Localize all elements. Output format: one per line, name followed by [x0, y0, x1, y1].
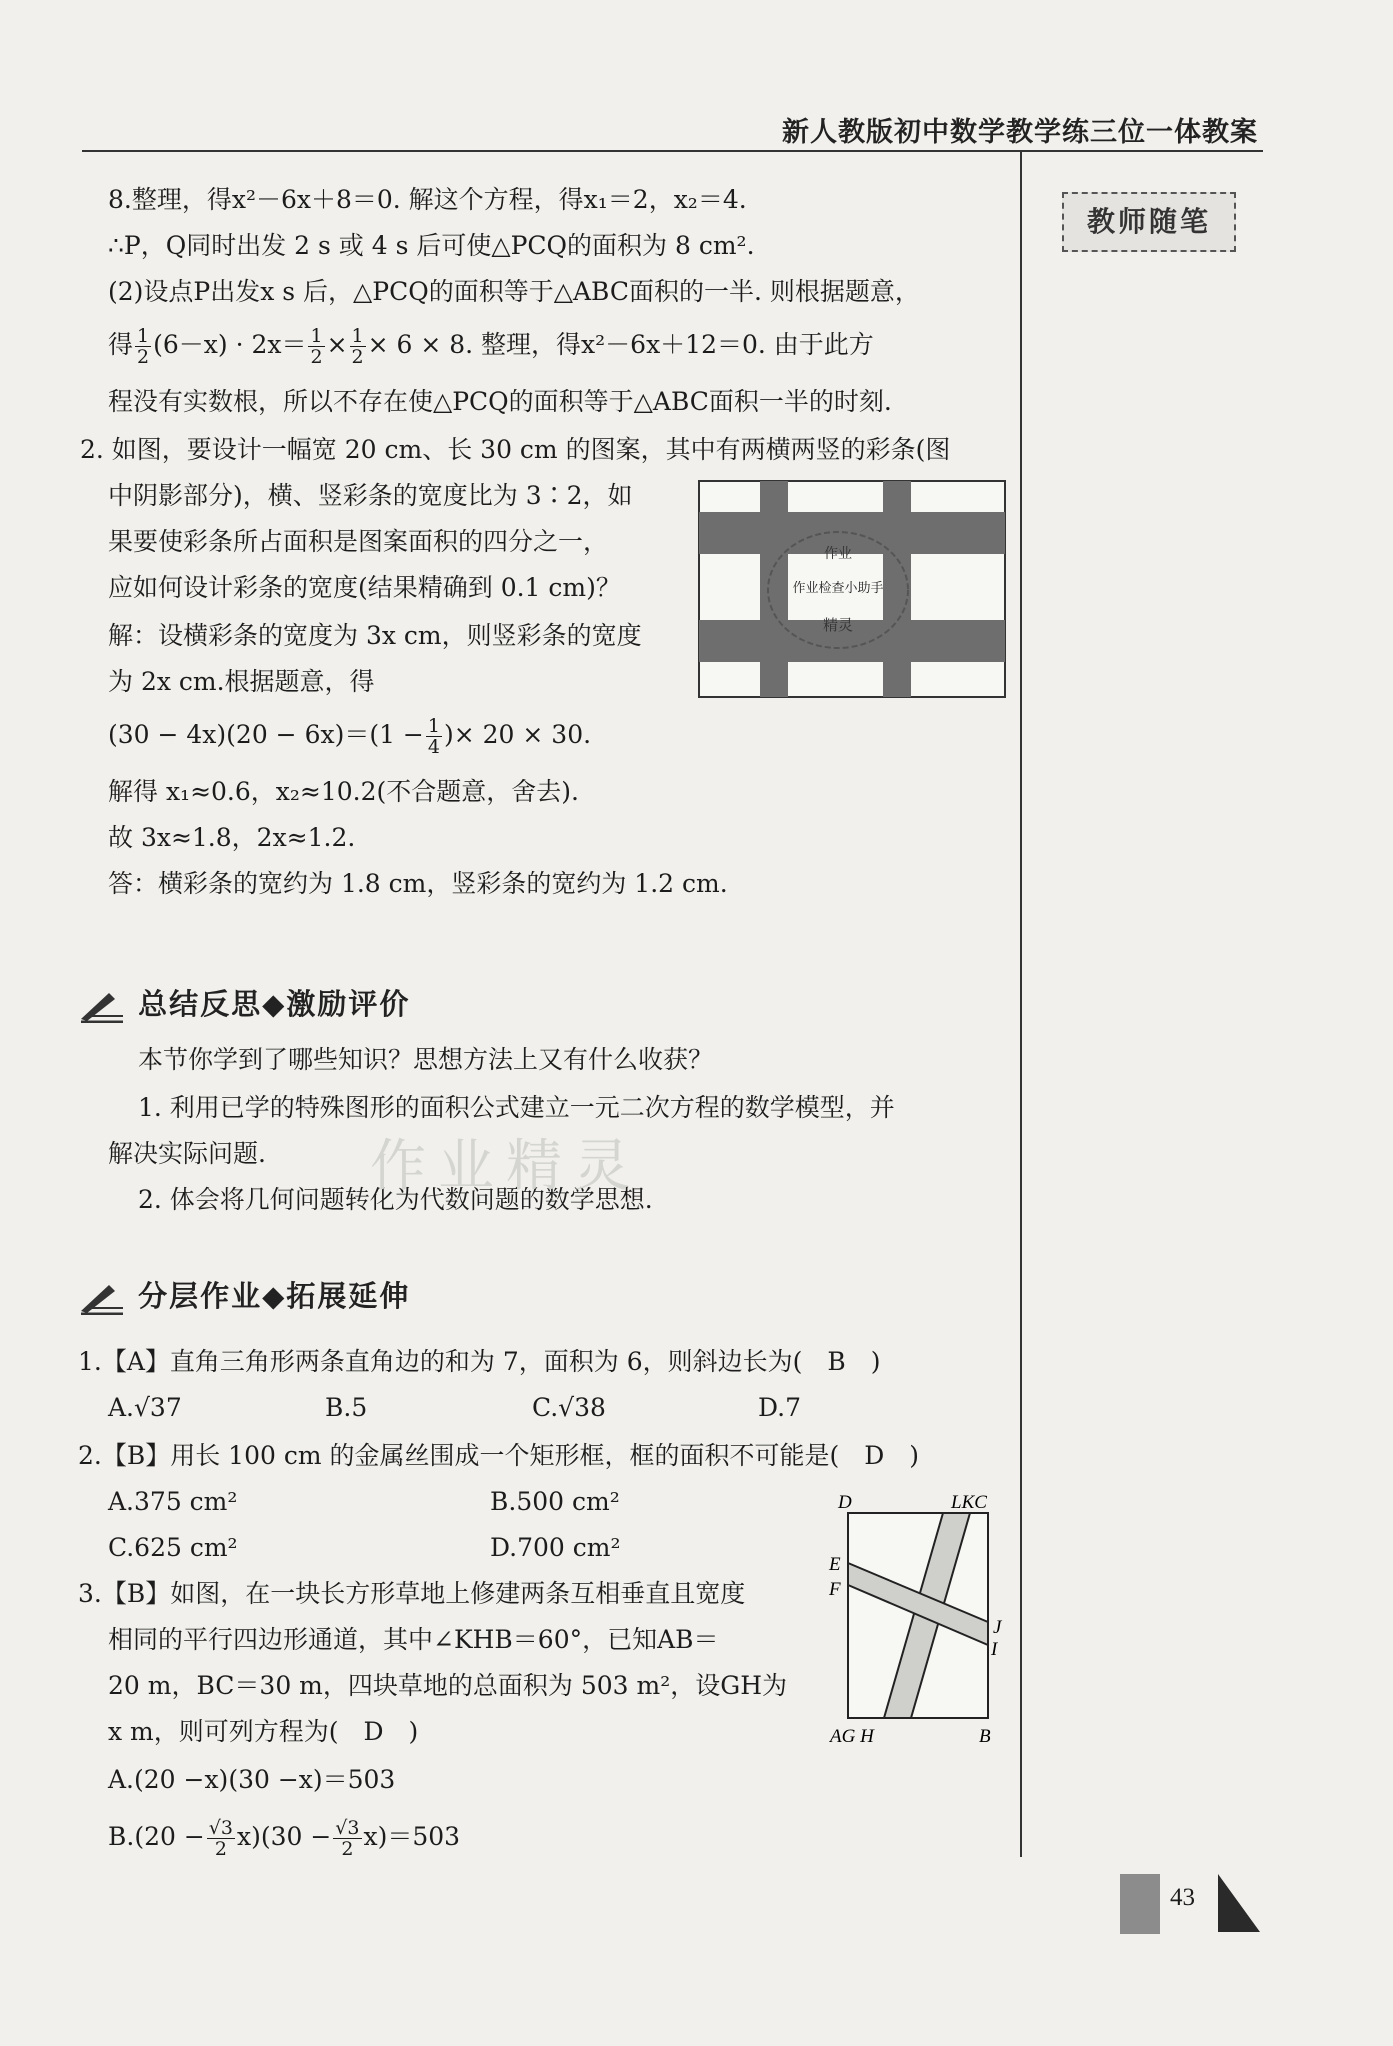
- text-run: ×: [326, 330, 348, 359]
- solution-line: 8.整理，得x²－6x＋8＝0. 解这个方程，得x₁＝2，x₂＝4.: [108, 185, 747, 214]
- question-3-line: 3.【B】如图，在一块长方形草地上修建两条互相垂直且宽度: [78, 1579, 746, 1608]
- choice-d: D.700 cm²: [490, 1533, 621, 1562]
- fraction-one-half: [135, 326, 151, 367]
- problem-2-line: 故 3x≈1.8，2x≈1.2.: [108, 823, 356, 852]
- page-corner-triangle: [1218, 1874, 1260, 1934]
- label-F: F: [829, 1579, 841, 1600]
- text-run: x)＝503: [363, 1822, 461, 1851]
- stamp-text: 作业: [824, 546, 852, 562]
- text-run: (6－x) · 2x＝: [153, 330, 307, 359]
- question-2: 2.【B】用长 100 cm 的金属丝围成一个矩形框，框的面积不可能是( D ): [78, 1441, 920, 1470]
- numerator: 1: [137, 325, 150, 347]
- page-number: 43: [1170, 1884, 1195, 1911]
- summary-point: 1. 利用已学的特殊图形的面积公式建立一元二次方程的数学模型，并: [138, 1093, 895, 1122]
- margin-divider: [1020, 152, 1022, 1857]
- choice-d: D.7: [758, 1393, 802, 1422]
- problem-2-line: 中阴影部分)，横、竖彩条的宽度比为 3∶2，如: [108, 481, 633, 510]
- problem-2-line: 2. 如图，要设计一幅宽 20 cm、长 30 cm 的图案，其中有两横两竖的彩条(图: [80, 435, 951, 464]
- problem-2-line: 为 2x cm.根据题意，得: [108, 667, 375, 696]
- teacher-notes-label: 教师随笔: [1062, 192, 1236, 252]
- question-3-line: x m，则可列方程为( D ): [108, 1717, 419, 1746]
- fraction-sqrt3-over-2: [207, 1818, 235, 1859]
- denominator: 2: [341, 1838, 354, 1860]
- problem-2-line: 答：横彩条的宽约为 1.8 cm，竖彩条的宽约为 1.2 cm.: [108, 869, 728, 898]
- choice-b: B.500 cm²: [490, 1487, 620, 1516]
- summary-point: 2. 体会将几何问题转化为代数问题的数学思想.: [138, 1185, 653, 1214]
- denominator: 2: [310, 346, 323, 368]
- solution-line: (2)设点P出发x s 后，△PCQ的面积等于△ABC面积的一半. 则根据题意，: [108, 277, 920, 306]
- watermark: 作业精灵: [370, 1134, 642, 1199]
- summary-point: 解决实际问题.: [108, 1139, 266, 1168]
- choice-a: A.(20 −x)(30 −x)＝503: [108, 1765, 396, 1794]
- choice-b: B.5: [325, 1393, 368, 1422]
- text-run: × 6 × 8. 整理，得x²－6x＋12＝0. 由于此方: [367, 330, 874, 359]
- homework-heading: [78, 1274, 410, 1315]
- heading-text: 分层作业◆拓展延伸: [138, 1279, 411, 1313]
- fraction-one-half: [350, 326, 366, 367]
- text-run: x)(30 −: [236, 1822, 332, 1851]
- solution-line: 程没有实数根，所以不存在使△PCQ的面积等于△ABC面积一半的时刻.: [108, 387, 892, 416]
- text-run: (30 − 4x)(20 − 6x)＝(1 −: [108, 720, 424, 749]
- question-3-line: 相同的平行四边形通道，其中∠KHB＝60°，已知AB＝: [108, 1625, 719, 1654]
- solution-line: ∴P，Q同时出发 2 s 或 4 s 后可使△PCQ的面积为 8 cm².: [108, 231, 755, 260]
- problem-2-line: 解：设横彩条的宽度为 3x cm，则竖彩条的宽度: [108, 621, 642, 650]
- denominator: 2: [214, 1838, 227, 1860]
- stripe-pattern-figure: [698, 480, 1008, 700]
- problem-2-line: 果要使彩条所占面积是图案面积的四分之一，: [108, 527, 609, 556]
- denominator: 2: [351, 346, 364, 368]
- pen-icon: [78, 989, 126, 1023]
- label-E: E: [829, 1554, 841, 1575]
- fraction-sqrt3-over-2: [333, 1818, 361, 1859]
- header-rule: [82, 150, 1263, 152]
- problem-2-line: 解得 x₁≈0.6，x₂≈10.2(不合题意，舍去).: [108, 777, 579, 806]
- summary-question: 本节你学到了哪些知识？思想方法上又有什么收获？: [138, 1045, 714, 1074]
- vertical-stripe: [883, 481, 911, 697]
- solution-equation-line: [108, 326, 874, 367]
- fraction-one-quarter: [426, 716, 442, 757]
- question-1: 1.【A】直角三角形两条直角边的和为 7，面积为 6，则斜边长为( B ): [78, 1347, 881, 1376]
- problem-2-equation: [108, 716, 591, 757]
- problem-2-line: 应如何设计彩条的宽度(结果精确到 0.1 cm)？: [108, 573, 621, 602]
- text-run: )× 20 × 30.: [443, 720, 592, 749]
- stamp-text: 作业检查小助手: [792, 581, 884, 596]
- choice-a: A.375 cm²: [108, 1487, 238, 1516]
- choice-c: C.625 cm²: [108, 1533, 238, 1562]
- heading-text: 总结反思◆激励评价: [138, 987, 411, 1021]
- lawn-path-figure: [820, 1485, 1020, 1750]
- fraction-one-half: [308, 326, 324, 367]
- label-D: D: [838, 1492, 852, 1513]
- stamp-text: 精灵: [822, 616, 854, 634]
- numerator: 1: [427, 715, 440, 737]
- vertical-stripe: [760, 481, 788, 697]
- numerator: 1: [310, 325, 323, 347]
- denominator: 4: [427, 736, 440, 758]
- choice-b: [108, 1818, 460, 1859]
- numerator: √3: [208, 1817, 233, 1839]
- book-title: 新人教版初中数学教学练三位一体教案: [782, 117, 1258, 148]
- numerator: √3: [335, 1817, 360, 1839]
- text-run: B.(20 −: [108, 1822, 205, 1851]
- denominator: 2: [137, 346, 150, 368]
- numerator: 1: [351, 325, 364, 347]
- choice-c: C.√38: [532, 1393, 606, 1422]
- question-3-line: 20 m，BC＝30 m，四块草地的总面积为 503 m²，设GH为: [108, 1671, 788, 1700]
- pen-icon: [78, 1281, 126, 1315]
- label-AGH: AG H: [830, 1726, 874, 1747]
- label-B: B: [979, 1726, 991, 1747]
- summary-heading: [78, 982, 410, 1023]
- choice-a: A.√37: [108, 1393, 182, 1422]
- label-LKC: LKC: [951, 1492, 987, 1513]
- label-J: J: [993, 1617, 1002, 1638]
- page-number-block: [1120, 1874, 1160, 1934]
- text-run: 得: [108, 330, 134, 359]
- label-I: I: [991, 1639, 998, 1660]
